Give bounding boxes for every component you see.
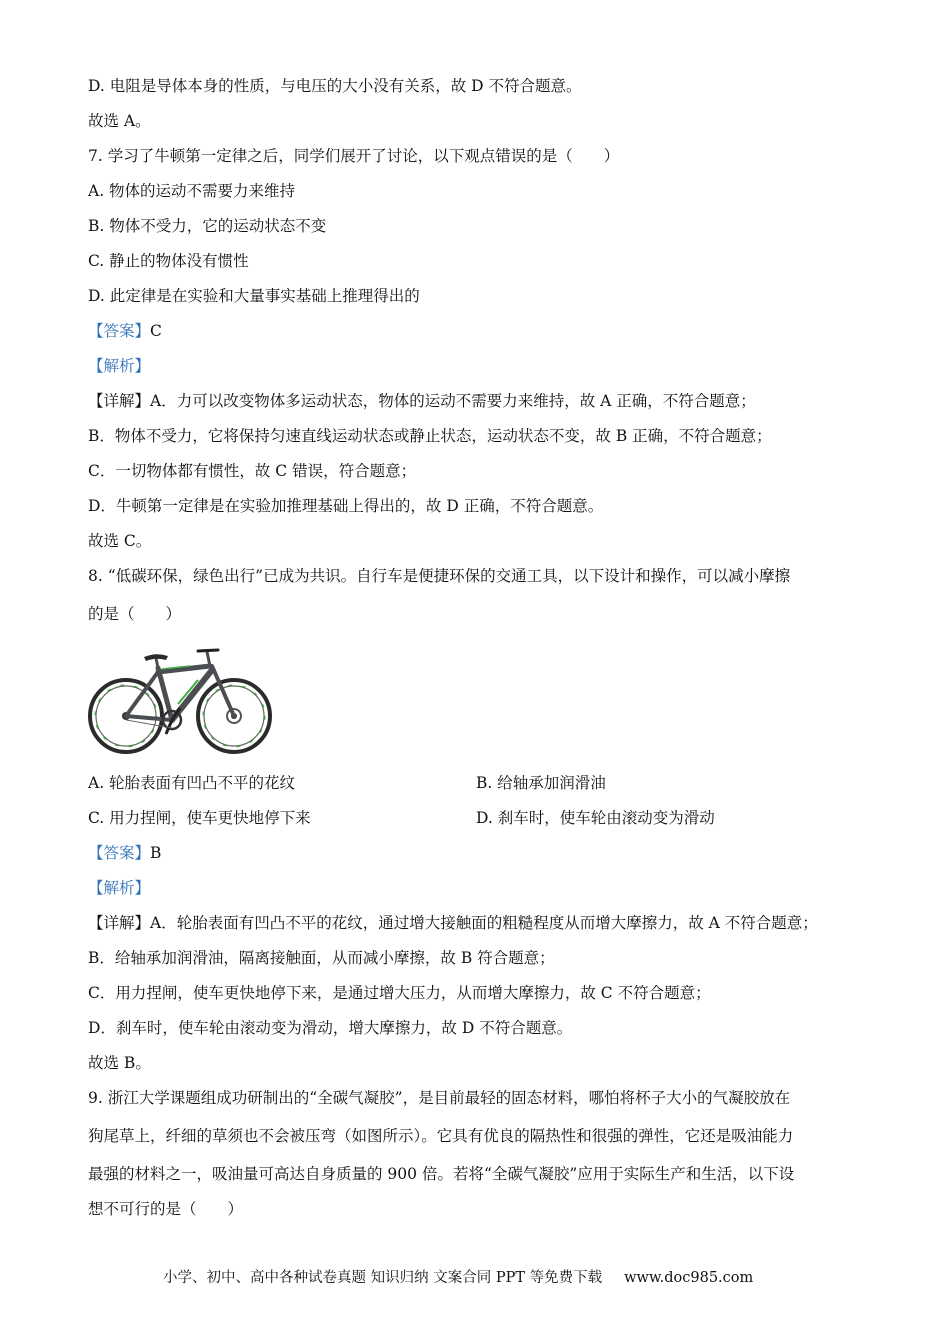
q8-option-a: A. 轮胎表面有凹凸不平的花纹 (88, 774, 296, 792)
q7-detail-c: C．一切物体都有惯性，故 C 错误，符合题意； (88, 462, 417, 480)
prev-conclusion: 故选 A。 (88, 112, 151, 130)
q9-stem-line2: 狗尾草上，纤细的草须也不会被压弯（如图所示）。它具有优良的隔热性和很强的弹性，它还是吸油能力 (88, 1127, 794, 1145)
q7-option-a: A. 物体的运动不需要力来维持 (88, 182, 296, 200)
footer-url[interactable]: www.doc985.com (624, 1270, 754, 1286)
answer-tag: 【答案】 (88, 844, 151, 862)
q8-analysis-tag: 【解析】 (88, 879, 151, 897)
q7-option-c: C. 静止的物体没有惯性 (88, 252, 249, 270)
answer-tag: 【答案】 (88, 322, 151, 340)
answer-value: B (150, 844, 162, 862)
detail-text: A．轮胎表面有凹凸不平的花纹，通过增大接触面的粗糙程度从而增大摩擦力，故 A 不符合题意； (150, 914, 818, 932)
bicycle-image (86, 642, 274, 758)
q7-option-d: D. 此定律是在实验和大量事实基础上推理得出的 (88, 287, 420, 305)
q8-option-b: B. 给轴承加润滑油 (476, 774, 606, 792)
q7-conclusion: 故选 C。 (88, 532, 152, 550)
q9-stem-line4: 想不可行的是（ ） (88, 1200, 244, 1218)
q8-stem-line1: 8. “低碳环保，绿色出行”已成为共识。自行车是便捷环保的交通工具，以下设计和操作，可以减小摩擦 (88, 567, 791, 585)
q8-option-c: C. 用力捏闸，使车更快地停下来 (88, 809, 311, 827)
q8-detail-b: B．给轴承加润滑油，隔离接触面，从而减小摩擦，故 B 符合题意； (88, 949, 555, 967)
detail-text: A．力可以改变物体多运动状态，物体的运动不需要力来维持，故 A 正确，不符合题意； (150, 392, 756, 410)
q7-detail-d: D．牛顿第一定律是在实验加推理基础上得出的，故 D 正确，不符合题意。 (88, 497, 604, 515)
page-footer (163, 1268, 753, 1288)
q9-stem-line1: 9. 浙江大学课题组成功研制出的“全碳气凝胶”，是目前最轻的固态材料，哪怕将杯子大小的气凝胶放在 (88, 1089, 791, 1107)
q8-detail-d: D．刹车时，使车轮由滚动变为滑动，增大摩擦力，故 D 不符合题意。 (88, 1019, 573, 1037)
q7-answer (88, 321, 162, 341)
q8-detail-c: C．用力捏闸，使车更快地停下来，是通过增大压力，从而增大摩擦力，故 C 不符合题意； (88, 984, 711, 1002)
q7-detail-b: B．物体不受力，它将保持匀速直线运动状态或静止状态，运动状态不变，故 B 正确，不符合题意； (88, 427, 772, 445)
detail-tag: 【详解】 (88, 392, 151, 410)
q8-conclusion: 故选 B。 (88, 1054, 151, 1072)
answer-value: C (150, 322, 162, 340)
q7-analysis-tag: 【解析】 (88, 357, 151, 375)
q8-option-d: D. 刹车时，使车轮由滚动变为滑动 (476, 809, 715, 827)
q8-detail-a (88, 913, 818, 933)
detail-tag: 【详解】 (88, 914, 151, 932)
q8-answer (88, 843, 161, 863)
q9-stem-line3: 最强的材料之一，吸油量可高达自身质量的 900 倍。若将“全碳气凝胶”应用于实际生产和生活，以下设 (88, 1165, 795, 1183)
q7-detail-a (88, 391, 756, 411)
prev-option-d: D. 电阻是导体本身的性质，与电压的大小没有关系，故 D 不符合题意。 (88, 77, 582, 95)
q7-option-b: B. 物体不受力，它的运动状态不变 (88, 217, 327, 235)
q8-stem-line2: 的是（ ） (88, 605, 182, 623)
q7-stem: 7. 学习了牛顿第一定律之后，同学们展开了讨论，以下观点错误的是（ ） (88, 147, 620, 165)
footer-text: 小学、初中、高中各种试卷真题 知识归纳 文案合同 PPT 等免费下载 (163, 1270, 603, 1286)
